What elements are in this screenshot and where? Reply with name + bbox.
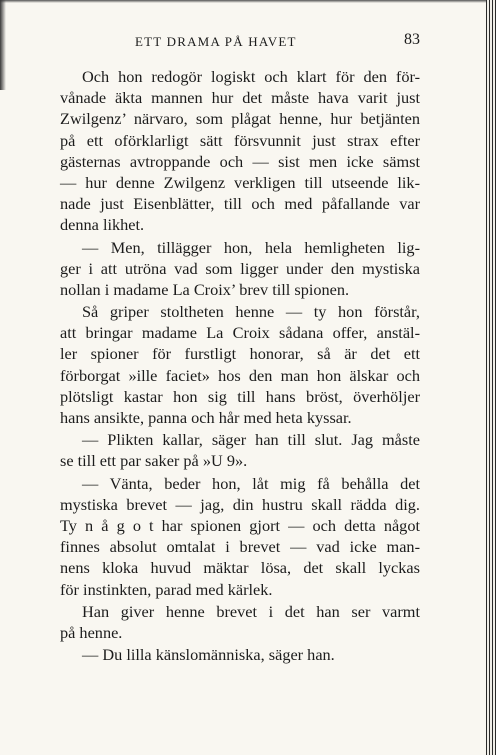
- text-line: plötsligt kastar hon sig till hans bröst, överhöljer: [60, 386, 420, 406]
- text-line: Zwilgenz’ närvaro, som plågat henne, hur betjänten: [60, 109, 420, 129]
- text-line: finnes absolut omtalat i brevet — vad icke man-: [60, 537, 420, 557]
- text-line: Ty n å g o t har spionen gjort — och detta något: [60, 515, 420, 535]
- text-line: se till ett par saker på »U 9».: [60, 451, 248, 471]
- text-line: denna likhet.: [60, 215, 145, 235]
- text-line: vånade äkta mannen hur det måste hava varit just: [60, 88, 420, 108]
- text-line: nade just Eisenblätter, till och med påfallande var: [60, 194, 420, 214]
- text-line: gästernas avtroppande och — sist men icke sämst: [60, 151, 420, 171]
- text-line: för instinkten, parad med kärlek.: [60, 579, 273, 599]
- running-title: ETT DRAMA PÅ HAVET: [135, 34, 297, 49]
- paragraph: [60, 473, 420, 600]
- text-line: — Men, tillägger hon, hela hemligheten lig-: [82, 237, 420, 257]
- text-line: — hur denne Zwilgenz verkligen till utseende lik-: [60, 172, 420, 192]
- text-line: — Plikten kallar, säger han till slut. Jag måste: [82, 430, 420, 450]
- paragraph: [60, 601, 420, 643]
- page-header: [60, 31, 420, 54]
- text-line: mystiska brevet — jag, din hustru skall rädda dig.: [60, 494, 420, 514]
- text-line: nens kloka huvud mäktar lösa, det skall lyckas: [60, 558, 420, 578]
- text-line: på henne.: [60, 622, 123, 642]
- page-top-shadow: [0, 0, 496, 3]
- text-line: — Du lilla känslomänniska, säger han.: [82, 645, 335, 665]
- paragraph: [60, 301, 420, 428]
- page-left-shadow: [0, 0, 6, 90]
- paragraph: [60, 429, 420, 471]
- text-line: Han giver henne brevet i det han ser varmt: [82, 601, 420, 621]
- paragraph: [60, 237, 420, 301]
- text-line: på ett oförklarligt sätt försvunnit just strax efter: [60, 130, 420, 150]
- page-number: 83: [404, 31, 420, 48]
- text-line: förborgat »ille faciet» hos den man hon älskar och: [60, 365, 420, 385]
- body-text: [60, 66, 420, 666]
- text-line: att bringar madame La Croix sådana offer, anstäl-: [60, 323, 420, 343]
- text-line: hans ansikte, panna och hår med heta kyssar.: [60, 408, 352, 427]
- text-line: Så griper stoltheten henne — ty hon förstår,: [82, 302, 420, 322]
- paragraph: [60, 66, 420, 236]
- paragraph: [60, 644, 420, 665]
- page-stack-edge: [486, 0, 496, 755]
- text-line: ler spioner för furstligt honorar, så är det ett: [60, 344, 420, 364]
- text-line: nollan i madame La Croix’ brev till spionen.: [60, 279, 350, 299]
- text-line: Och hon redogör logiskt och klart för den för-: [82, 67, 420, 86]
- text-line: — Vänta, beder hon, låt mig få behålla det: [82, 473, 420, 493]
- text-line: ger i att utröna vad som ligger under den mystiska: [60, 258, 420, 278]
